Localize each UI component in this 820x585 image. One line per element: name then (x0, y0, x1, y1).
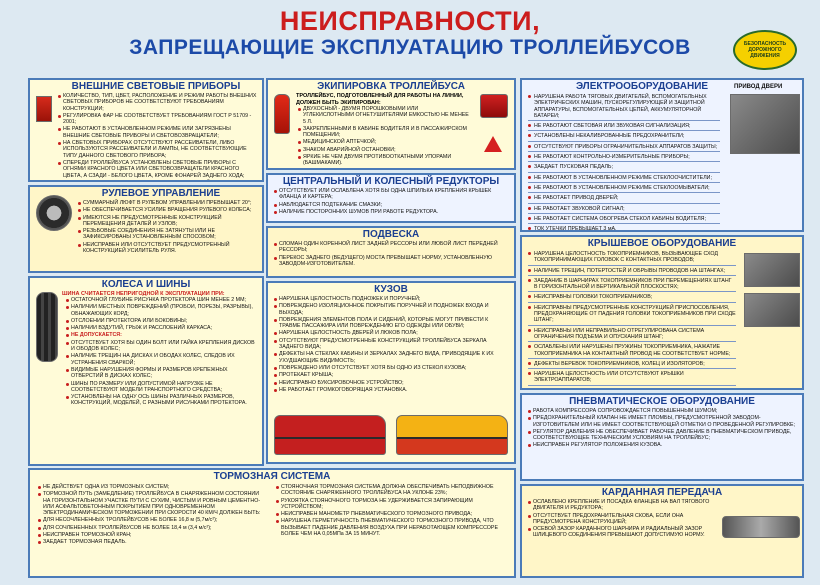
list-item: НЕ РАБОТАЕТ ПРИВОД ДВЕРЕЙ; (528, 194, 720, 203)
pneumatic-list (522, 408, 802, 449)
lights-list (52, 93, 262, 182)
list-item: НЕ РАБОТАЮТ В УСТАНОВЛЕННОМ РЕЖИМЕ ИЛИ ЗАГРЯЗНЕНЫ ВНЕШНИЕ СВЕТОВЫЕ ПРИБОРЫ И СВЕТОВОЗВРАЩАТЕЛИ; (58, 126, 258, 139)
panel-pneumatic (520, 393, 804, 481)
list-item: ОТСЛОЕНИИ ПРОТЕКТОРА ИЛИ БОКОВИНЫ; (66, 318, 258, 324)
list-item: ОТСУТСТВУЕТ ИЛИ ОСЛАБЛЕНА ХОТЯ БЫ ОДНА ШПИЛЬКА КРЕПЛЕНИЯ КРЫШЕК ФЛАНЦА И КАРТЕРА; (274, 188, 510, 201)
list-item: ПОВРЕЖДЕНИЯ ЭЛЕМЕНТОВ ПОЛА И СИДЕНИЙ, КОТОРЫЕ МОГУТ ПРИВЕСТИ К ТРАВМЕ ПАССАЖИРА ИЛИ ПОВРЕЖДЕНИЮ ЕГО ОДЕЖДЫ ИЛИ ОБУВИ; (274, 317, 510, 330)
panel-reducers-title: ЦЕНТРАЛЬНЫЙ И КОЛЕСНЫЙ РЕДУКТОРЫ (282, 176, 500, 187)
brakes-col-right (270, 484, 514, 538)
panel-wheels (28, 276, 264, 466)
list-item: ЗАЕДАЕТ ПУСКОВАЯ ПЕДАЛЬ; (528, 163, 720, 172)
list-item: НЕ РАБОТАЕТ ЗВУКОВОЙ СИГНАЛ; (528, 205, 720, 214)
list-item: ЗАЕДАЕТ ТОРМОЗНАЯ ПЕДАЛЬ. (38, 539, 264, 545)
panel-body-title: КУЗОВ (374, 284, 408, 295)
list-item: РАБОТА КОМПРЕССОРА СОПРОВОЖДАЕТСЯ ПОВЫШЕННЫМ ШУМОМ; (528, 408, 798, 414)
list-item: НАРУШЕНА ГЕРМЕТИЧНОСТЬ ПНЕВМАТИЧЕСКОГО ТОРМОЗНОГО ПРИВОДА, ЧТО ВЫЗЫВАЕТ ПАДЕНИЕ ДАВЛЕНИЯ ВОЗДУХА ПРИ НЕРАБОТАЮЩЕМ КОМПРЕССОРЕ БОЛЕЕ ЧЕМ НА 0,05МПа ЗА 15 МИНУТ. (276, 518, 510, 537)
list-item: ВИДИМЫЕ НАРУШЕНИЯ ФОРМЫ И РАЗМЕРОВ КРЕПЕЖНЫХ ОТВЕРСТИЙ В ДИСКАХ КОЛЕС; (66, 367, 258, 380)
list-item: ПРЕДОХРАНИТЕЛЬНЫЙ КЛАПАН НЕ ИМЕЕТ ПЛОМБЫ, ПРЕДУСМОТРЕННОЙ ЗАВОДОМ-ИЗГОТОВИТЕЛЕМ ИЛИ НЕ ИМЕЕТ СООТВЕТСТВУЮЩЕЙ ОТМЕТКИ О ПРОВЕДЕННОЙ РЕГУЛИРОВКЕ; (528, 415, 798, 428)
roof-list (522, 250, 740, 390)
list-item: ЗНАКОМ АВАРИЙНОЙ ОСТАНОВКИ; (298, 147, 470, 153)
brakes-list-right (270, 484, 514, 537)
list-item: СПЕРЕДИ ТРОЛЛЕЙБУСА УСТАНОВЛЕНЫ СВЕТОВЫЕ ПРИБОРЫ С ОГНЯМИ КРАСНОГО ЦВЕТА ИЛИ СВЕТОВОЗВРАЩАТЕЛИ КРАСНОГО ЦВЕТА, А СЗАДИ - БЕЛОГО ЦВЕТА, КРОМЕ ФОНАРЕЙ ЗАДНЕГО ХОДА; (58, 160, 258, 179)
list-item: СТОЯНОЧНАЯ ТОРМОЗНАЯ СИСТЕМА ДОЛЖНА ОБЕСПЕЧИВАТЬ НЕПОДВИЖНОЕ СОСТОЯНИЕ СНАРЯЖЕННОГО ТРОЛЛЕЙБУСА НА УКЛОНЕ 23%; (276, 484, 510, 497)
list-item: ШИНЫ ПО РАЗМЕРУ ИЛИ ДОПУСТИМОЙ НАГРУЗКЕ НЕ СООТВЕТСТВУЮТ МОДЕЛИ ТРАНСПОРТНОГО СРЕДСТВА; (66, 381, 258, 394)
wheels-list (60, 297, 262, 407)
list-item: НЕ РАБОТАЮТ КОНТРОЛЬНО-ИЗМЕРИТЕЛЬНЫЕ ПРИБОРЫ; (528, 153, 720, 162)
list-item: НЕИСПРАВЕН РЕГУЛЯТОР ПОЛОЖЕНИЯ КУЗОВА. (528, 442, 798, 448)
panel-brakes (28, 468, 516, 578)
list-item: ОТСУТСТВУЕТ ХОТЯ БЫ ОДИН БОЛТ ИЛИ ГАЙКА КРЕПЛЕНИЯ ДИСКОВ И ОБОДОВ КОЛЕС; (66, 340, 258, 353)
list-item: НЕИСПРАВНЫ ГОЛОВКИ ТОКОПРИЕМНИКОВ; (528, 293, 736, 302)
list-item: ПОВРЕЖДЕНО ИЗОЛЯЦИОННОЕ ПОКРЫТИЕ ПОРУЧНЕЙ И ПОДНОЖЕК ВХОДА И ВЫХОДА; (274, 303, 510, 316)
fire-extinguisher-image (274, 94, 290, 134)
roof-equipment-image (744, 253, 800, 287)
list-item: ТОРМОЗНОЙ ПУТЬ (ЗАМЕДЛЕНИЕ) ТРОЛЛЕЙБУСА В СНАРЯЖЕННОМ СОСТОЯНИИ НА ГОРИЗОНТАЛЬНОМ УЧАСТКЕ ПУТИ С СУХИМ, ЧИСТЫМ И РОВНЫМ ЦЕМЕНТНО- ИЛИ АСФАЛЬТОБЕТОННЫМ ПОКРЫТИЕМ ПРИ ОДНОВРЕМЕННОМ ЭЛЕКТРОДИНАМИЧЕСКОМ ТОРМОЖЕНИИ ПРИ СКОРОСТИ 40 КМ/Ч ДОЛЖЕН БЫТЬ: (38, 491, 264, 516)
list-item (58, 180, 258, 182)
list-item: ОСЛАБЛЕНЫ ИЛИ НАРУШЕНЫ ПРУЖИНЫ ТОКОПРИЕМНИКА, НАЖАТИЕ ТОКОПРИЕМНИКА НА КОНТАКТНЫЙ ПРОВОД НЕ СООТВЕТСТВУЕТ НОРМЕ; (528, 343, 736, 359)
list-item: ОТСУТСТВУЕТ ПРЕДОХРАНИТЕЛЬНАЯ СКОБА, ЕСЛИ ОНА ПРЕДУСМОТРЕНА КОНСТРУКЦИЕЙ; (528, 513, 714, 526)
wheels-subtitle: ШИНА СЧИТАЕТСЯ НЕПРИГОДНОЙ К ЭКСПЛУАТАЦИИ ПРИ: (62, 291, 225, 297)
panel-wheels-title: КОЛЕСА И ШИНЫ (101, 279, 191, 290)
panel-lights-title: ВНЕШНИЕ СВЕТОВЫЕ ПРИБОРЫ (71, 81, 241, 92)
panel-equipment (266, 78, 516, 170)
list-item: НАЛИЧИЕ ТРЕЩИН НА ДИСКАХ И ОБОДАХ КОЛЕС, СЛЕДОВ ИХ УСТРАНЕНИЯ СВАРКОЙ; (66, 353, 258, 366)
panel-pneumatic-title: ПНЕВМАТИЧЕСКОЕ ОБОРУДОВАНИЕ (569, 396, 755, 407)
panel-cardan-title: КАРДАННАЯ ПЕРЕДАЧА (601, 487, 723, 498)
list-item: НАЛИЧИИ МЕСТНЫХ ПОВРЕЖДЕНИЙ (ПРОБОИ, ПОРЕЗЫ, РАЗРЫВЫ), ОБНАЖАЮЩИХ КОРД; (66, 304, 258, 317)
panel-steering (28, 185, 264, 273)
steering-wheel-image (36, 195, 72, 231)
list-item: МЕДИЦИНСКОЙ АПТЕЧКОЙ; (298, 139, 470, 145)
list-item: КОЛИЧЕСТВО, ТИП, ЦВЕТ, РАСПОЛОЖЕНИЕ И РЕЖИМ РАБОТЫ ВНЕШНИХ СВЕТОВЫХ ПРИБОРОВ НЕ СООТВЕТСТВУЮТ ТРЕБОВАНИЯМ КОНСТРУКЦИИ; (58, 93, 258, 112)
body-list (268, 296, 514, 393)
list-item: НЕИСПРАВЕН ИЛИ ОТСУТСТВУЕТ ПРЕДУСМОТРЕННЫЙ КОНСТРУКЦИЕЙ УСИЛИТЕЛЬ РУЛЯ. (78, 242, 258, 255)
list-item: НЕИСПРАВНЫ ИЛИ НЕПРАВИЛЬНО ОТРЕГУЛИРОВАНА СИСТЕМА ОГРАНИЧЕНИЯ ПОДЪЕМА И ОПУСКАНИЯ ШТАНГ; (528, 327, 736, 343)
list-item: ТОК УТЕЧКИ ПРЕВЫШАЕТ 3 мА. (528, 225, 720, 232)
panel-reducers (266, 173, 516, 223)
list-item: ОТСУТСТВУЮТ ПРИБОРЫ ОГРАНИЧИТЕЛЬНЫХ АППАРАТОВ ЗАЩИТЫ; (528, 143, 720, 152)
list-item: ОТСУТСТВУЮТ ПРЕДУСМОТРЕННЫЕ КОНСТРУКЦИЕЙ ТРОЛЛЕЙБУСА ЗЕРКАЛА ЗАДНЕГО ВИДА; (274, 338, 510, 351)
list-item: НАРУШЕНА ЦЕЛОСТНОСТЬ ИЛИ ОТСУТСТВУЮТ КРЫШКИ ЭЛЕКТРОАППАРАТОВ; (528, 370, 736, 386)
list-item: РЕЗЬБОВЫЕ СОЕДИНЕНИЯ НЕ ЗАТЯНУТЫ ИЛИ НЕ ЗАФИКСИРОВАНЫ УСТАНОВЛЕННЫМ СПОСОБОМ; (78, 228, 258, 241)
list-item: НАРУШЕНА ЦЕЛОСТНОСТЬ ДВЕРЕЙ И ЛЮКОВ ПОЛА; (274, 330, 510, 336)
list-item: ПЕРЕКОС ЗАДНЕГО (ВЕДУЩЕГО) МОСТА ПРЕВЫШАЕТ НОРМУ, УСТАНОВЛЕННУЮ ЗАВОДОМ-ИЗГОТОВИТЕЛЕМ. (274, 255, 510, 268)
list-item: ДЕФЕКТЫ НА СТЕКЛАХ КАБИНЫ И ЗЕРКАЛАХ ЗАДНЕГО ВИДА, ПРИВОДЯЩИЕ К ИХ УХУДШАЮЩИЕ ВИДИМОСТЬ; (274, 351, 510, 364)
door-drive-image (730, 94, 800, 154)
list-item: НАЛИЧИИ ВЗДУТИЙ, ГРЫЖ И РАССЛОЕНИЙ КАРКАСА; (66, 325, 258, 331)
list-item: НАРУШЕНА РАБОТА ТЯГОВЫХ ДВИГАТЕЛЕЙ, ВСПОМОГАТЕЛЬНЫХ ЭЛЕКТРИЧЕСКИХ МАШИН, ПУСКОРЕГУЛИРУЮЩЕЙ И ЗАЩИТНОЙ АППАРАТУРЫ, ВСПОМОГАТЕЛЬНЫХ ЦЕПЕЙ, АККУМУЛЯТОРНОЙ БАТАРЕИ; (528, 93, 720, 121)
list-item: НАРУШЕНА ЦЕЛОСТНОСТЬ ПОДНОЖЕК И ПОРУЧНЕЙ; (274, 296, 510, 302)
list-item: НЕ РАБОТАЮТ СВЕТОВАЯ ИЛИ ЗВУКОВАЯ СИГНАЛИЗАЦИЯ; (528, 122, 720, 131)
first-aid-kit-image (480, 94, 508, 118)
brakes-col-left (32, 484, 268, 547)
list-item: НЕИСПРАВНЫ ПРЕДУСМОТРЕННЫЕ КОНСТРУКЦИЕЙ ПРИСПОСОБЛЕНИЯ, ПРЕДОХРАНЯЮЩИЕ ОТ ПАДЕНИЯ ГОЛОВКИ ТОКОПРИЕМНИКОВ ПРИ СХОДЕ ШТАНГ; (528, 304, 736, 326)
list-item: РЕГУЛИРОВКА ФАР НЕ СООТВЕТСТВУЕТ ТРЕБОВАНИЯМ ГОСТ Р 51709 - 2001; (58, 113, 258, 126)
panel-roof (520, 235, 804, 390)
suspension-list (268, 241, 514, 267)
list-item: ОСЕВОЙ ЗАЗОР КАРДАННОГО ШАРНИРА И РАДИАЛЬНЫЙ ЗАЗОР ШЛИЦЕВОГО СОЕДИНЕНИЯ ПРЕВЫШАЮТ ДОПУСТИМУЮ НОРМУ. (528, 526, 714, 539)
cardan-list (522, 499, 718, 539)
list-item: НЕ ДОПУСКАЕТСЯ: (66, 332, 258, 338)
trolleybus-yellow-image (396, 415, 508, 455)
list-item: НЕИСПРАВНО БУКСИРОВОЧНОЕ УСТРОЙСТВО; (274, 380, 510, 386)
list-item: ЯРКИЕ НЕ ЧЕМ ДВУМЯ ПРОТИВООТКАТНЫМИ УПОРАМИ (БАШМАКАМИ). (298, 154, 470, 167)
list-item: ОСТАТОЧНОЙ ГЛУБИНЕ РИСУНКА ПРОТЕКТОРА ШИН МЕНЕЕ 2 ММ; (66, 297, 258, 303)
title-line-1: НЕИСПРАВНОСТИ, (279, 6, 541, 36)
list-item: РУКОЯТКА СТОЯНОЧНОГО ТОРМОЗА НЕ УДЕРЖИВАЕТСЯ ЗАПИРАЮЩИМ УСТРОЙСТВОМ; (276, 498, 510, 511)
electrical-list (522, 93, 724, 232)
trolleybus-red-image (274, 415, 386, 455)
panel-lights (28, 78, 264, 182)
panel-electrical-title: ЭЛЕКТРООБОРУДОВАНИЕ (575, 81, 709, 92)
list-item: ЗАКРЕПЛЕННЫМИ В КАБИНЕ ВОДИТЕЛЯ И В ПАССАЖИРСКОМ ПОМЕЩЕНИИ; (298, 126, 470, 139)
panel-roof-title: КРЫШЕВОЕ ОБОРУДОВАНИЕ (587, 238, 737, 249)
panel-brakes-title: ТОРМОЗНАЯ СИСТЕМА (213, 471, 331, 482)
cardan-shaft-image (722, 516, 800, 538)
reducers-list (268, 188, 514, 215)
list-item: НЕ РАБОТАЕТ ГРОМКОГОВОРЯЩАЯ УСТАНОВКА. (274, 387, 510, 393)
list-item: ДЛЯ СОЧЛЕНЕННЫХ ТРОЛЛЕЙБУСОВ НЕ БОЛЕЕ 18,4 м (3,4 м/с²); (38, 525, 264, 531)
poster-title (0, 6, 820, 60)
list-item: НЕИСПРАВЕН МАНОМЕТР ПНЕВМАТИЧЕСКОГО ТОРМОЗНОГО ПРИВОДА; (276, 511, 510, 517)
equipment-list (292, 106, 474, 167)
list-item: НА СВЕТОВЫХ ПРИБОРАХ ОТСУТСТВУЮТ РАССЕИВАТЕЛИ, ЛИБО ИСПОЛЬЗУЮТСЯ РАССЕИВАТЕЛИ И ЛАМПЫ, НЕ СООТВЕТСТВУЮЩИЕ ТИПУ ДАННОГО СВЕТОВОГО ПРИБОРА; (58, 140, 258, 159)
warning-triangle-icon (484, 136, 502, 152)
panel-suspension-title: ПОДВЕСКА (362, 229, 420, 240)
list-item: НАЛИЧИЕ ПОСТОРОННИХ ШУМОВ ПРИ РАБОТЕ РЕДУКТОРА. (274, 209, 510, 215)
safety-logo (733, 30, 797, 70)
list-item: НЕ РАБОТАЮТ В УСТАНОВЛЕННОМ РЕЖИМЕ СТЕКЛООЧИСТИТЕЛИ; (528, 174, 720, 183)
list-item: НЕ РАБОТАЕТ СИСТЕМА ОБОГРЕВА СТЕКОЛ КАБИНЫ ВОДИТЕЛЯ; (528, 215, 720, 224)
list-item: УСТАНОВЛЕНЫ НА ОДНУ ОСЬ ШИНЫ РАЗЛИЧНЫХ РАЗМЕРОВ, КОНСТРУКЦИЙ, МОДЕЛЕЙ, С РАЗНЫМИ РИСУНКАМИ ПРОТЕКТОРА. (66, 394, 258, 407)
list-item: СЛОМАН ОДИН КОРЕННОЙ ЛИСТ ЗАДНЕЙ РЕССОРЫ ИЛИ ЛЮБОЙ ЛИСТ ПЕРЕДНЕЙ РЕССОРЫ; (274, 241, 510, 254)
list-item: НЕИСПРАВЕН ТОРМОЗНОЙ КРАН; (38, 532, 264, 538)
safety-logo-text: БЕЗОПАСНОСТЬ ДОРОЖНОГО ДВИЖЕНИЯ (743, 41, 787, 59)
list-item: НЕ РАБОТАЮТ В УСТАНОВЛЕННОМ РЕЖИМЕ СТЕКЛООМЫВАТЕЛИ; (528, 184, 720, 193)
equipment-intro: ТРОЛЛЕЙБУС, ПОДГОТОВЛЕННЫЙ ДЛЯ РАБОТЫ НА ЛИНИИ, ДОЛЖЕН БЫТЬ ЭКИПИРОВАН: (296, 93, 464, 106)
lamp-image (36, 96, 52, 122)
list-item (528, 387, 736, 390)
list-item: РЕГУЛЯТОР ДАВЛЕНИЯ НЕ ОБЕСПЕЧИВАЕТ РАБОЧЕЕ ДАВЛЕНИЕ В ПНЕВМАТИЧЕСКОМ ПРИВОДЕ, СООТВЕТСТВУЮЩЕЕ ТЕХНИЧЕСКИМ УСЛОВИЯМ НА ТРОЛЛЕЙБУС; (528, 429, 798, 442)
panel-steering-title: РУЛЕВОЕ УПРАВЛЕНИЕ (101, 188, 221, 199)
door-drive-label: ПРИВОД ДВЕРИ (734, 84, 783, 90)
list-item: ДВУХОСНЫЙ - ДВУМЯ ПОРОШКОВЫМИ ИЛИ УГЛЕКИСЛОТНЫМИ ОГНЕТУШИТЕЛЯМИ ЕМКОСТЬЮ НЕ МЕНЕЕ 5 Л. (298, 106, 470, 125)
panel-equipment-title: ЭКИПИРОВКА ТРОЛЛЕЙБУСА (317, 81, 465, 92)
list-item: ОСЛАБЛЕНО КРЕПЛЕНИЕ И ПОСАДКА ФЛАНЦЕВ НА ВАЛ ТЯГОВОГО ДВИГАТЕЛЯ И РЕДУКТОРА; (528, 499, 714, 512)
tyre-image (36, 292, 58, 362)
list-item: НЕ ДЕЙСТВУЕТ ОДНА ИЗ ТОРМОЗНЫХ СИСТЕМ; (38, 484, 264, 490)
list-item: ИМЕЮТСЯ НЕ ПРЕДУСМОТРЕННЫЕ КОНСТРУКЦИЕЙ ПЕРЕМЕЩЕНИЯ ДЕТАЛЕЙ И УЗЛОВ; (78, 215, 258, 228)
list-item: НАРУШЕНА ЦЕЛОСТНОСТЬ ТОКОПРИЕМНИКОВ, ВЫЗЫВАЮЩЕЕ СХОД ТОКОПРИНИМАЮЩИХ ГОЛОВОК С КОНТАКТНЫХ ПРОВОДОВ; (528, 250, 736, 266)
panel-body (266, 281, 516, 464)
list-item: ПРОТЕКАЕТ КРЫША; (274, 372, 510, 378)
roof-equipment-image-2 (744, 293, 800, 327)
steering-list (72, 200, 262, 254)
list-item: ЗАЕДАНИЕ В ШАРНИРАХ ТОКОПРИЕМНИКОВ ПРИ ПЕРЕМЕЩЕНИЯХ ШТАНГ В ГОРИЗОНТАЛЬНОЙ И ВЕРТИКАЛЬНОЙ ПЛОСКОСТЯХ; (528, 277, 736, 293)
list-item: ДЕФЕКТЫ ВЕРЕВОК ТОКОПРИЕМНИКОВ, КОЛЕЦ И ИЗОЛЯТОРОВ; (528, 360, 736, 369)
panel-suspension (266, 226, 516, 278)
panel-cardan (520, 484, 804, 578)
list-item: СУММАРНЫЙ ЛЮФТ В РУЛЕВОМ УПРАВЛЕНИИ ПРЕВЫШАЕТ 20°; (78, 200, 258, 206)
list-item: УСТАНОВЛЕНЫ НЕКАЛИБРОВАННЫЕ ПРЕДОХРАНИТЕЛИ; (528, 132, 720, 141)
panel-electrical (520, 78, 804, 232)
list-item: ПОВРЕЖДЕНО ИЛИ ОТСУТСТВУЕТ ХОТЯ БЫ ОДНО ИЗ СТЕКОЛ КУЗОВА; (274, 365, 510, 371)
list-item: НЕ ОБЕСПЕЧИВАЕТСЯ УСИЛИЕ ВРАЩЕНИЯ РУЛЕВОГО КОЛЕСА; (78, 207, 258, 213)
brakes-list-left (32, 484, 268, 546)
list-item: НАБЛЮДАЕТСЯ ПОДТЕКАНИЕ СМАЗКИ; (274, 202, 510, 208)
list-item: ДЛЯ НЕСОЧЛЕНЕННЫХ ТРОЛЛЕЙБУСОВ НЕ БОЛЕЕ 16,8 м (5,7м/с²); (38, 517, 264, 523)
list-item: НАЛИЧИЕ ТРЕЩИН, ПОТЕРТОСТЕЙ И ОБРЫВЫ ПРОВОДОВ НА ШТАНГАХ; (528, 267, 736, 276)
title-line-2: ЗАПРЕЩАЮЩИЕ ЭКСПЛУАТАЦИЮ ТРОЛЛЕЙБУСОВ (129, 36, 691, 59)
